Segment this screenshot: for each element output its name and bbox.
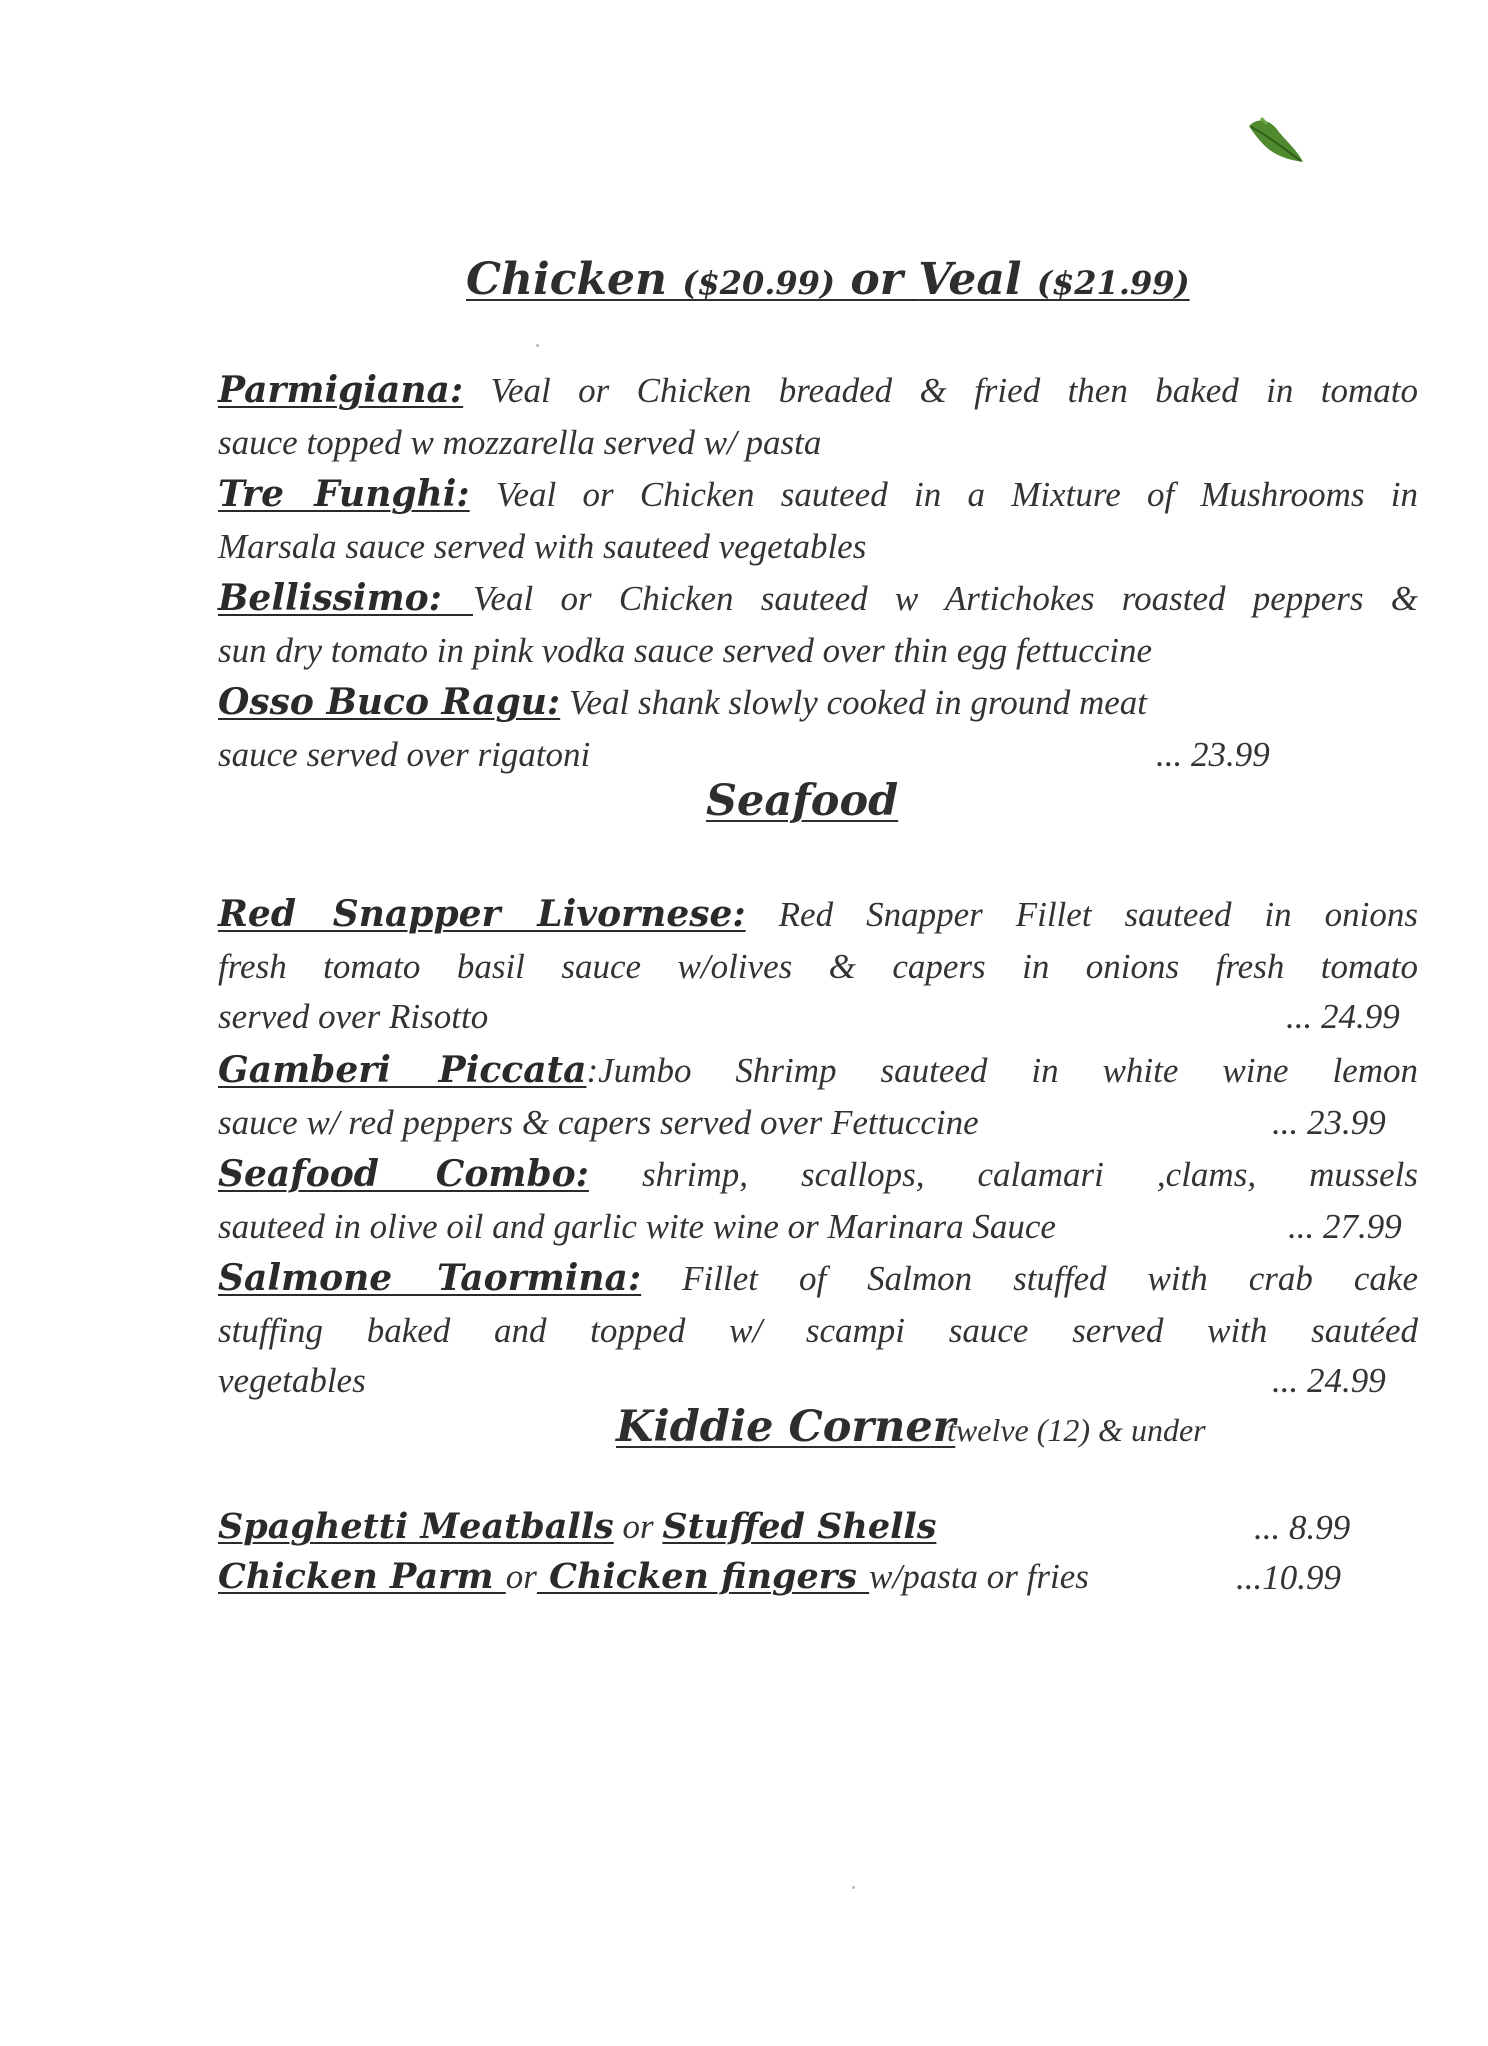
item-description: sauce w/ red peppers & capers served over Fettuccine (218, 1103, 979, 1142)
item-description: Veal or Chicken sauteed w Artichokes roasted peppers & (473, 579, 1419, 618)
menu-item-bellissimo (218, 572, 1418, 677)
item-name: Red Snapper Livornese: (218, 893, 746, 935)
item-line: fresh tomato basil sauce w/olives & capers in onions fresh tomato (218, 947, 1418, 986)
item-description: :Jumbo Shrimp sauteed in white wine lemon (586, 1051, 1418, 1090)
item-line (218, 1148, 1418, 1201)
item-name: Salmone Taormina: (218, 1257, 642, 1299)
item-line: sauce topped w mozzarella served w/ pasta (218, 423, 822, 462)
kids-age-note: twelve (12) & under (947, 1412, 1206, 1448)
title-chicken: Chicken (466, 254, 683, 305)
item-price: ... 24.99 (1272, 1361, 1386, 1400)
menu-item-osso-buco-ragu (218, 676, 1418, 781)
item-line (218, 1201, 1418, 1253)
item-line: sun dry tomato in pink vodka sauce served over thin egg fettuccine (218, 631, 1153, 670)
item-price: ... 8.99 (1254, 1508, 1351, 1547)
section-title-seafood: Seafood (706, 776, 899, 826)
item-line: Marsala sauce served with sauteed vegetables (218, 527, 867, 566)
item-description: Veal or Chicken breaded & fried then baked in tomato (463, 371, 1418, 410)
item-price: ... 23.99 (1272, 1103, 1386, 1142)
item-suffix: w/pasta or fries (869, 1557, 1089, 1596)
item-line (218, 729, 1418, 781)
menu-item-salmone-taormina (218, 1252, 1418, 1405)
item-line (218, 993, 1418, 1041)
item-line (218, 1044, 1418, 1097)
item-price: ... 24.99 (1286, 997, 1400, 1036)
item-line (218, 572, 1418, 625)
section-title-kiddie-corner: Kiddie Corner (616, 1402, 956, 1452)
item-description: Veal or Chicken sauteed in a Mixture of Mushrooms in (469, 475, 1418, 514)
menu-item-parmigiana (218, 364, 1418, 469)
item-line: stuffing baked and topped w/ scampi sauce served with sautéed (218, 1311, 1418, 1350)
item-name: Chicken Parm (218, 1556, 506, 1597)
item-description: vegetables (218, 1361, 366, 1400)
item-line (218, 676, 1418, 729)
menu-item-tre-funghi (218, 468, 1418, 573)
kids-item-chicken-parm-fingers (218, 1556, 1089, 1597)
item-name: Seafood Combo: (218, 1153, 589, 1195)
leaf-icon (1245, 112, 1305, 168)
item-description: Red Snapper Fillet sauteed in onions (745, 895, 1418, 934)
item-price: ... 23.99 (1156, 735, 1270, 774)
speck (536, 344, 539, 347)
item-price: ... 27.99 (1288, 1207, 1402, 1246)
item-joiner: or (613, 1507, 663, 1546)
speck (852, 1886, 855, 1889)
item-line (218, 888, 1418, 941)
item-name: Gamberi Piccata (218, 1049, 587, 1091)
item-joiner: or (505, 1557, 537, 1596)
item-line (218, 1252, 1418, 1305)
item-name: Parmigiana: (218, 369, 464, 411)
kids-item-spaghetti-shells (218, 1506, 936, 1547)
item-name: Osso Buco Ragu: (218, 681, 561, 723)
menu-item-red-snapper-livornese (218, 888, 1418, 1041)
title-or: or (835, 254, 919, 305)
item-name: Spaghetti Meatballs (218, 1506, 614, 1547)
item-description: shrimp, scallops, calamari ,clams, mussels (588, 1155, 1418, 1194)
item-name: Chicken fingers (536, 1556, 870, 1597)
item-line (218, 1357, 1418, 1405)
item-line (218, 468, 1418, 521)
title-veal: Veal (918, 254, 1037, 305)
item-description: Veal shank slowly cooked in ground meat (560, 683, 1148, 722)
item-description: sauce served over rigatoni (218, 735, 591, 774)
menu-item-seafood-combo (218, 1148, 1418, 1253)
item-line (218, 1097, 1418, 1149)
item-name: Tre Funghi: (218, 473, 470, 515)
section-title-chicken-veal (466, 254, 1190, 305)
item-name: Stuffed Shells (662, 1506, 937, 1547)
item-line (218, 364, 1418, 417)
item-description: sauteed in olive oil and garlic wite wine or Marinara Sauce (218, 1207, 1056, 1246)
item-price: ...10.99 (1236, 1558, 1341, 1597)
item-name: Bellissimo: (218, 577, 473, 619)
title-chicken-price: ($20.99) (682, 264, 836, 302)
menu-item-gamberi-piccata (218, 1044, 1418, 1149)
item-description: served over Risotto (218, 997, 489, 1036)
item-description: Fillet of Salmon stuffed with crab cake (641, 1259, 1419, 1298)
title-veal-price: ($21.99) (1036, 264, 1190, 302)
